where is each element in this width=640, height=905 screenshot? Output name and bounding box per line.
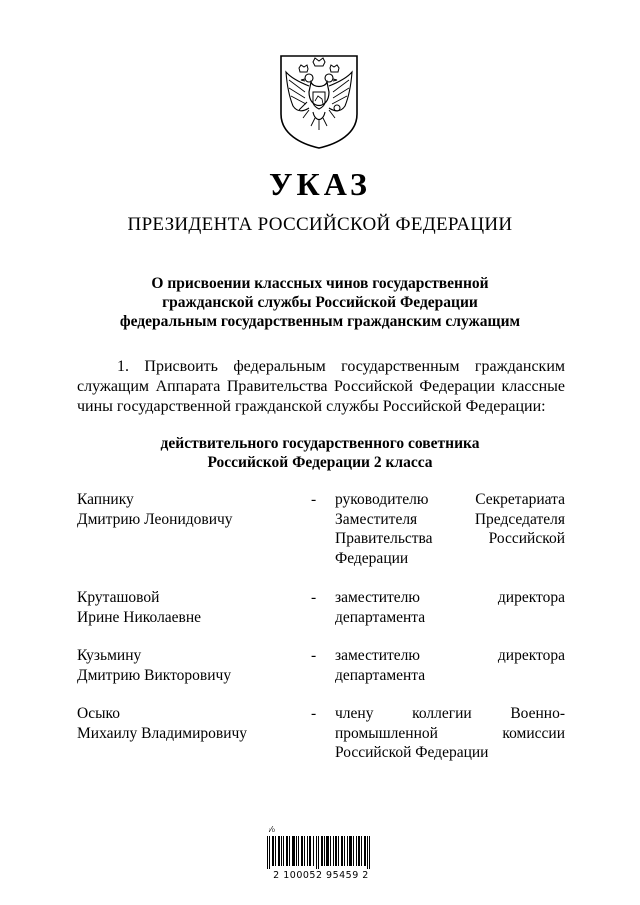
document-barcode (259, 826, 383, 882)
position-line: Заместителя Председателя (335, 510, 565, 528)
document-title: УКАЗ (269, 166, 371, 202)
position-line: заместителю директора (335, 589, 565, 606)
appointee-position (335, 704, 565, 763)
rank-heading (70, 434, 570, 472)
appointee-name (77, 704, 247, 743)
appointee-surname: Осыко (77, 705, 120, 722)
coat-of-arms-icon (277, 52, 361, 150)
barcode-number: 2 100052 95459 2 (273, 870, 369, 881)
appointee-given-name: Ирине Николаевне (77, 608, 202, 626)
appointee-position (335, 490, 565, 568)
entry-dash: - (311, 647, 317, 664)
paragraph-line: служащим Аппарата Правительства Российской Федерации классные (77, 378, 565, 395)
barcode-bars-icon (267, 836, 372, 869)
entry-dash: - (311, 589, 317, 606)
appointee-name (77, 490, 233, 529)
rank-heading-line: действительного государственного советника (160, 435, 480, 452)
position-line: Российской Федерации (335, 744, 489, 761)
appointee-surname: Кузьмину (77, 647, 142, 664)
appointee-surname: Капнику (77, 491, 134, 508)
position-line: Правительства Российской (335, 530, 565, 547)
appointee-name (77, 646, 231, 685)
appointee-given-name: Михаилу Владимировичу (77, 724, 248, 742)
heading-line: федеральным государственным гражданским служащим (119, 313, 521, 330)
entry-dash: - (311, 705, 317, 722)
paragraph-line: чины государственной гражданской службы Российской Федерации: (77, 398, 546, 415)
position-line: департамента (335, 666, 426, 684)
position-line: члену коллегии Военно- (335, 705, 565, 722)
position-line: руководителю Секретариата (335, 491, 565, 508)
appointee-given-name: Дмитрию Викторовичу (77, 666, 232, 684)
position-line: промышленной комиссии (335, 724, 565, 742)
appointee-given-name: Дмитрию Леонидовичу (77, 510, 233, 528)
decree-paragraph-1 (77, 357, 565, 417)
position-line: заместителю директора (335, 647, 565, 664)
heading-line: гражданской службы Российской Федерации (162, 294, 478, 311)
position-line: департамента (335, 608, 426, 626)
barcode-mark: ᵢ⁄₀ (269, 825, 275, 834)
document-subtitle: ПРЕЗИДЕНТА РОССИЙСКОЙ ФЕДЕРАЦИИ (127, 214, 513, 235)
heading-line: О присвоении классных чинов государственной (151, 275, 489, 292)
paragraph-line: 1. Присвоить федеральным государственным гражданским (117, 358, 565, 375)
decree-heading (70, 274, 570, 331)
position-line: Федерации (335, 549, 409, 567)
entry-dash: - (311, 491, 317, 508)
appointee-surname: Круташовой (77, 589, 160, 606)
appointee-position (335, 646, 565, 685)
appointee-position (335, 588, 565, 627)
appointee-name (77, 588, 201, 627)
rank-heading-line: Российской Федерации 2 класса (207, 454, 433, 471)
